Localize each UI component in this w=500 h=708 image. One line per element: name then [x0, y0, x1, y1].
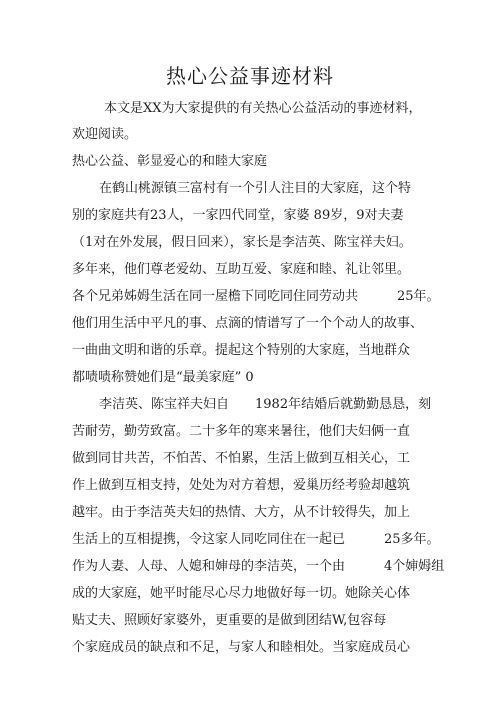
paragraph-line: 成的大家庭，她平时能尽心尽力地做好每一切。她除关心体 — [72, 586, 411, 601]
paragraph-line: 做到同甘共苦，不怕苦、不怕累，生活上做到互相关心，工 — [72, 451, 411, 466]
paragraph-line: 本文是XX为大家提供的有关热心公益活动的事迹材料， — [104, 101, 422, 116]
paragraph-line: 越牢。由于李洁英夫妇的热情、大方，从不计较得失，加上 — [72, 505, 411, 520]
paragraph-line: 作上做到互相支持，处处为对方着想，爱巢历经考验却越筑 — [72, 478, 411, 493]
paragraph-line: 别的家庭共有23人，一家四代同堂，家婆 89岁，9对夫妻 — [72, 208, 404, 223]
paragraph-line: 他们用生活中平凡的事、点滴的情谱写了一个个动人的故事、 — [72, 316, 424, 331]
paragraph-line: 多年来，他们尊老爱幼、互助互爱、家庭和睦、礼让邻里。 — [72, 262, 411, 277]
paragraph-line: 在鹤山桃源镇三富村有一个引人注目的大家庭，这个特 — [99, 181, 412, 196]
paragraph-line: 苦耐劳，勤劳致富。二十多年的寒来暑往，他们夫妇俩一直 — [72, 424, 411, 439]
paragraph-line: 都啧啧称赞她们是“最美家庭” 0 — [72, 370, 254, 385]
paragraph-line: 贴丈夫、照顾好家婆外，更重要的是做到团结W,包容每 — [72, 613, 387, 628]
paragraph-line: 李洁英、陈宝祥夫妇自 1982年结婚后就勤勤恳恳，刻 — [99, 397, 432, 412]
section-heading: 热心公益、彰显爱心的和睦大家庭 — [72, 154, 268, 169]
paragraph-line: 欢迎阅读。 — [72, 127, 138, 142]
paragraph-line: 作为人妻、人母、人媳和婶母的李洁英，一个由 4个婶姆组 — [72, 559, 445, 574]
document-title: 热心公益事迹材料 — [166, 64, 334, 88]
paragraph-line: 生活上的互相提携，令这家人同吃同住在一起已 25多年。 — [72, 532, 440, 547]
paragraph-line: 各个兄弟姊姆生活在同一屋檐下同吃同住同劳动共 25年。 — [72, 289, 440, 304]
paragraph-line: 一曲曲文明和谐的乐章。提起这个特别的大家庭，当地群众 — [72, 343, 411, 358]
paragraph-line: （1对在外发展，假日回来），家长是李洁英、陈宝祥夫妇。 — [72, 235, 412, 250]
paragraph-line: 个家庭成员的缺点和不足，与家人和睦相处。当家庭成员心 — [72, 640, 411, 655]
